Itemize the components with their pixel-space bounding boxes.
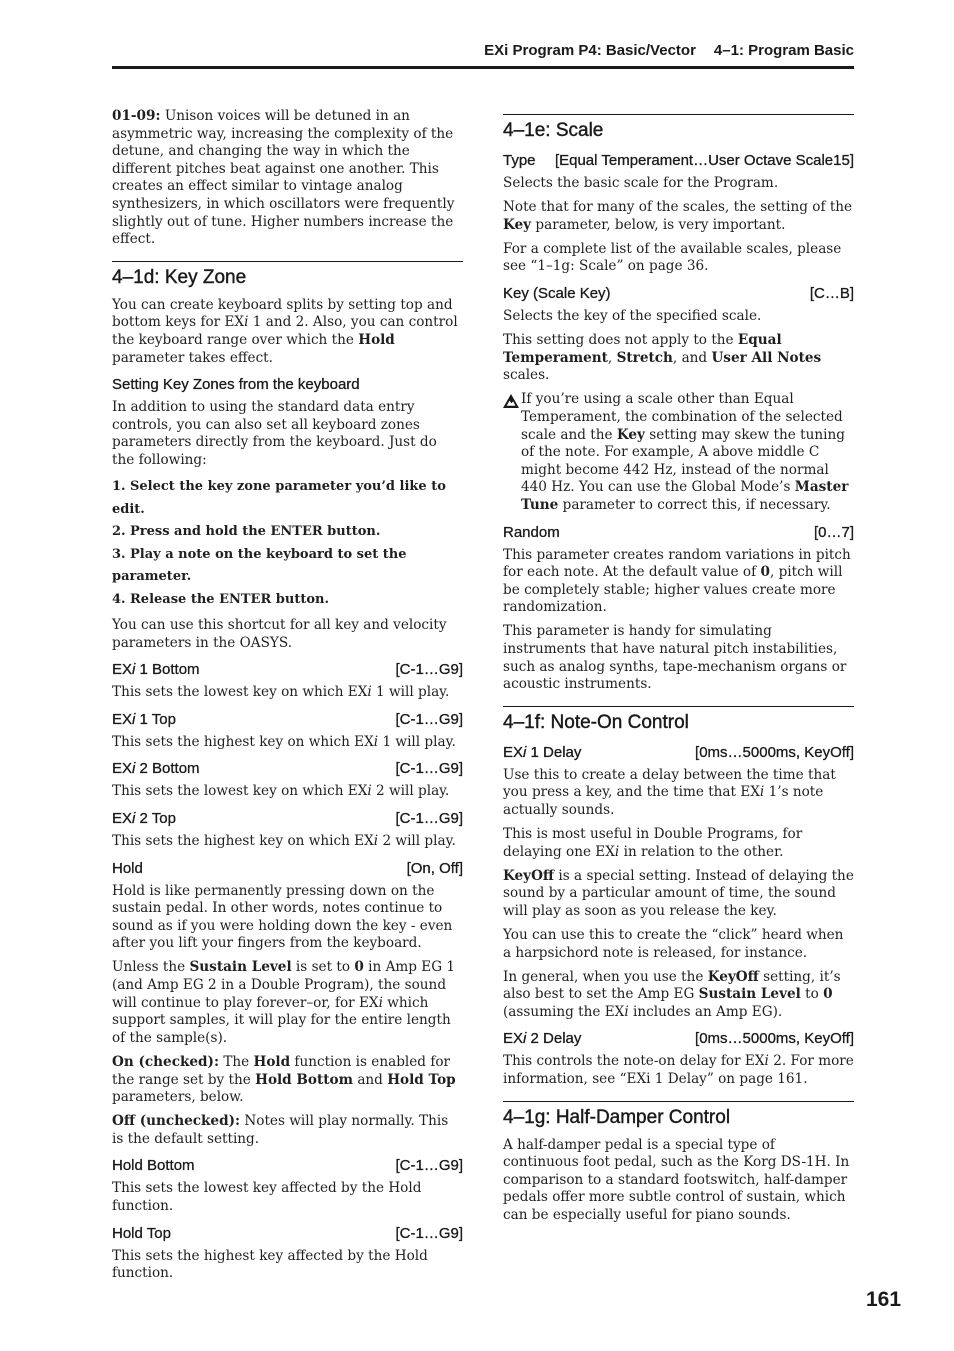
- param-exi1-delay: [503, 743, 854, 763]
- scale-heading: 4–1e: Scale: [503, 120, 604, 141]
- key-zone-intro: You can create keyboard splits by setting top and bottom keys for EXi 1 and 2. Also, you can control the keyboard range over which the Hold parameter takes effect.: [112, 296, 458, 366]
- section-rule: [112, 261, 463, 262]
- left-column: [112, 108, 463, 1289]
- section-rule: [503, 114, 854, 115]
- step-item: 3. Play a note on the keyboard to set the parameter.: [112, 546, 407, 584]
- step-item: 2. Press and hold the ENTER button.: [112, 524, 381, 539]
- steps-list: [112, 476, 463, 611]
- param-name: EXi 1 Bottom: [112, 661, 200, 679]
- delay-description: Use this to create a delay between the time that you press a key, and the time that EXi 1’s note actually sounds.: [503, 766, 836, 818]
- setting-key-zones-text: In addition to using the standard data entry controls, you can also set all keyboard zones parameters directly from the keyboard. Just do the following:: [112, 399, 437, 468]
- param-name: Random: [503, 523, 560, 541]
- param-range: [Equal Temperament…User Octave Scale15]: [554, 152, 854, 169]
- param-random: [503, 523, 854, 543]
- param-range: [C-1…G9]: [395, 710, 463, 728]
- random-usage: This parameter is handy for simulating instruments that have natural pitch instabilities, such as analog synths, tape-mechanism organs or acoustic instruments.: [503, 623, 847, 693]
- hold-on-paragraph: On (checked): The Hold function is enabled for the range set by the Hold Bottom and Hold Top parameters, below.: [112, 1053, 456, 1106]
- param-description: This sets the highest key affected by the Hold function.: [112, 1247, 428, 1282]
- param-exi1-bottom: [112, 660, 463, 680]
- param-range: [0ms…5000ms, KeyOff]: [695, 1030, 854, 1048]
- half-damper-heading: 4–1g: Half-Damper Control: [503, 1106, 731, 1128]
- unison-detune-paragraph: 01-09: Unison voices will be detuned in an asymmetric way, increasing the complexity of the detune, and changing the way in which the different pitches beat against one another. This creates an effect similar to vintage analog synthesizers, in which oscillators were frequently slightly out of tune. Higher numbers increase the effect.: [112, 108, 455, 248]
- param-range: [0…7]: [813, 523, 854, 541]
- right-column: [503, 114, 854, 1231]
- param-exi1-top: [112, 710, 463, 730]
- param-range: [On, Off]: [406, 859, 463, 877]
- param-range: [C-1…G9]: [395, 1224, 463, 1242]
- param-name: EXi 2 Bottom: [112, 760, 200, 778]
- header-section: 4–1: Program Basic: [713, 42, 854, 59]
- param-range: [C-1…G9]: [395, 809, 463, 827]
- key-zone-heading: 4–1d: Key Zone: [112, 266, 247, 288]
- param-hold-top: [112, 1224, 463, 1244]
- type-description: Selects the basic scale for the Program.: [503, 175, 779, 191]
- param-name: EXi 2 Top: [112, 809, 176, 827]
- hold-description: Hold is like permanently pressing down on the sustain pedal. In other words, notes continue to sound as if you were holding down the key - even after you lift your fingers from the keyboard.: [112, 882, 453, 952]
- param-description: This sets the lowest key on which EXi 2 will play.: [112, 783, 450, 800]
- step-item: 1. Select the key zone parameter you’d like to edit.: [112, 479, 446, 517]
- key-exceptions: This setting does not apply to the Equal Temperament, Stretch, and User All Notes scales.: [503, 332, 822, 384]
- param-type: [503, 151, 854, 171]
- type-reference: For a complete list of the available scales, please see “1–1g: Scale” on page 36.: [503, 240, 842, 275]
- key-description: Selects the key of the specified scale.: [503, 307, 762, 324]
- param-range: [C-1…G9]: [395, 760, 463, 778]
- param-exi2-top: [112, 809, 463, 829]
- param-name: EXi 2 Delay: [503, 1030, 582, 1048]
- param-range: [C…B]: [809, 284, 854, 302]
- half-damper-description: A half-damper pedal is a special type of continuous foot pedal, such as the Korg DS-1H. In comparison to a standard footswitch, half-damper pedals offer more subtle control of sustain, which can be especially useful for piano sounds.: [503, 1136, 850, 1224]
- param-name: Type: [503, 152, 536, 169]
- param-range: [0ms…5000ms, KeyOff]: [695, 743, 854, 761]
- param-exi2-delay: [503, 1029, 854, 1049]
- param-key: [503, 284, 854, 304]
- delay2-description: This controls the note-on delay for EXi 2. For more information, see “EXi 1 Delay” on page 161.: [503, 1053, 854, 1088]
- keyoff-click: You can use this to create the “click” heard when a harpsichord note is released, for instance.: [503, 927, 844, 961]
- section-rule: [503, 1101, 854, 1102]
- param-name: Key (Scale Key): [503, 284, 611, 302]
- running-header: [484, 42, 854, 59]
- param-hold-bottom: [112, 1156, 463, 1176]
- page-number: 161: [866, 1288, 902, 1311]
- param-name: EXi 1 Top: [112, 710, 176, 728]
- header-chapter: EXi Program P4: Basic/Vector: [484, 42, 696, 59]
- keyoff-advice: In general, when you use the KeyOff setting, it’s also best to set the Amp EG Sustain Level to 0 (assuming the EXi includes an Amp EG).: [503, 968, 841, 1020]
- param-description: This sets the lowest key on which EXi 1 will play.: [112, 684, 450, 701]
- note-on-control-heading: 4–1f: Note-On Control: [503, 711, 689, 733]
- param-range: [C-1…G9]: [395, 1157, 463, 1175]
- step-item: 4. Release the ENTER button.: [112, 591, 329, 607]
- param-description: This sets the highest key on which EXi 2 will play.: [112, 832, 456, 849]
- param-name: EXi 1 Delay: [503, 743, 582, 761]
- setting-key-zones-heading: Setting Key Zones from the keyboard: [112, 376, 360, 394]
- param-description: This sets the highest key on which EXi 1 will play.: [112, 733, 456, 750]
- delay-double-programs: This is most useful in Double Programs, for delaying one EXi in relation to the other.: [503, 826, 803, 860]
- param-exi2-bottom: [112, 759, 463, 779]
- param-description: This sets the lowest key affected by the Hold function.: [112, 1180, 422, 1214]
- hold-off-paragraph: Off (unchecked): Notes will play normally. This is the default setting.: [112, 1113, 449, 1147]
- type-note: Note that for many of the scales, the setting of the Key parameter, below, is very important.: [503, 199, 853, 233]
- param-name: Hold Bottom: [112, 1157, 195, 1175]
- param-name: Hold: [112, 859, 143, 877]
- param-hold: [112, 859, 463, 879]
- caution-text: If you’re using a scale other than Equal Temperament, the combination of the selected scale and the Key setting may skew the tuning of the note. For example, A above middle C might become 442 Hz, instead of the normal 440 Hz. You can use the Global Mode’s Master Tune parameter to correct this, if necessary.: [521, 391, 849, 513]
- param-range: [C-1…G9]: [395, 661, 463, 679]
- warning-icon: [503, 393, 521, 514]
- keyoff-description: KeyOff is a special setting. Instead of delaying the sound by a particular amount of time, the sound will play as soon as you release the key.: [503, 867, 854, 919]
- section-rule: [503, 706, 854, 707]
- param-name: Hold Top: [112, 1224, 171, 1242]
- hold-sustain-paragraph: Unless the Sustain Level is set to 0 in Amp EG 1 (and Amp EG 2 in a Double Program), the sound will continue to play forever–or, for EXi which support samples, it will play for the entire length of the sample(s).: [112, 959, 456, 1046]
- shortcut-text: You can use this shortcut for all key and velocity parameters in the OASYS.: [112, 617, 447, 651]
- random-description: This parameter creates random variations in pitch for each note. At the default value of 0, pitch will be completely stable; higher values create more randomization.: [503, 546, 851, 616]
- caution-note: [503, 391, 854, 514]
- header-rule: [112, 66, 854, 69]
